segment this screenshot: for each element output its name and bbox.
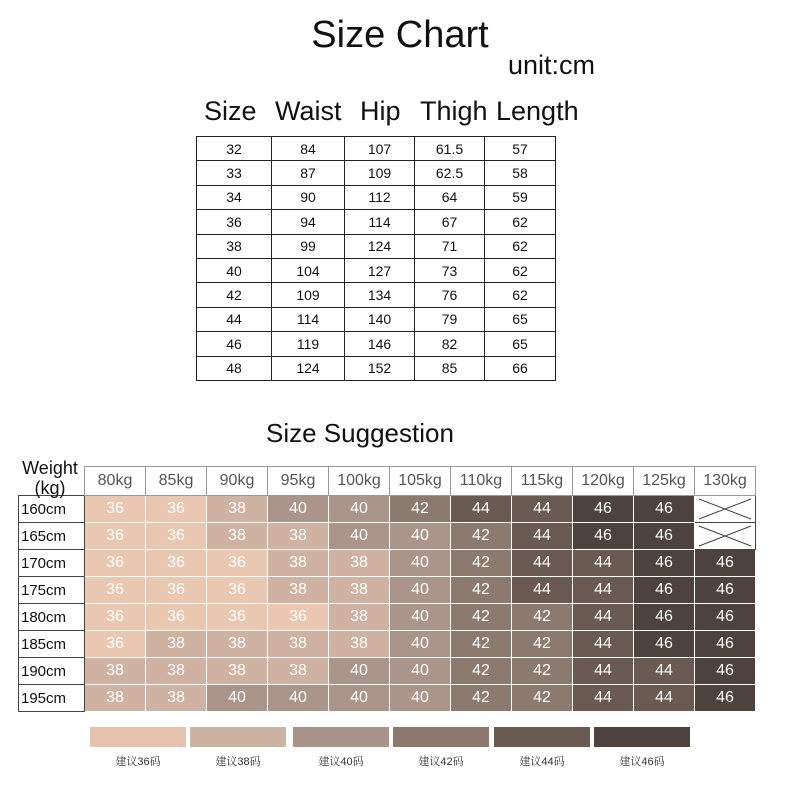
legend-item [393,727,489,769]
size-suggestion-cell: 40 [390,631,451,658]
table-cell: 61.5 [415,137,485,161]
table-cell: 44 [197,307,272,331]
table-row [197,137,556,161]
legend-label: 建议42码 [418,756,464,768]
size-suggestion-cell: 38 [329,604,390,631]
height-label: 190cm [19,658,85,685]
size-suggestion-cell: 44 [573,631,634,658]
size-suggestion-cell: 46 [634,631,695,658]
table-cell: 71 [415,234,485,258]
size-suggestion-cell: 44 [573,577,634,604]
size-suggestion-cell: 38 [207,496,268,523]
size-suggestion-cell: 46 [573,496,634,523]
weight-header-row [19,467,756,496]
weight-header: 80kg [85,467,146,496]
size-suggestion-cell: 40 [329,496,390,523]
size-suggestion-cell: 40 [329,685,390,712]
legend-swatch [90,727,186,747]
table-row [197,234,556,258]
table-cell: 114 [272,307,345,331]
size-suggestion-cell: 46 [695,577,756,604]
height-label: 165cm [19,523,85,550]
size-suggestion-cell: 46 [695,658,756,685]
table-cell: 64 [415,185,485,209]
size-suggestion-cell: 42 [451,523,512,550]
table-cell: 65 [485,307,556,331]
size-suggestion-cell: 36 [146,523,207,550]
table-cell: 104 [272,258,345,282]
table-cell: 62 [485,258,556,282]
table-cell: 58 [485,161,556,185]
size-legend [0,727,800,787]
table-row [19,577,756,604]
table-row [197,307,556,331]
size-suggestion-cell: 44 [512,496,573,523]
size-suggestion-cell: 36 [146,577,207,604]
header-length: Length [496,96,579,126]
size-suggestion-cell: 36 [146,496,207,523]
table-cell: 109 [272,283,345,307]
height-label: 195cm [19,685,85,712]
table-row [19,523,756,550]
table-cell: 79 [415,307,485,331]
table-row [19,496,756,523]
weight-header: 125kg [634,467,695,496]
size-suggestion-cell: 44 [634,658,695,685]
unit-label: unit:cm [508,50,596,80]
legend-swatch [494,727,590,747]
table-cell: 109 [345,161,415,185]
size-suggestion-cell: 38 [146,685,207,712]
size-suggestion-cell: 38 [207,631,268,658]
legend-item [494,727,590,769]
table-cell: 124 [345,234,415,258]
table-cell: 62 [485,210,556,234]
size-suggestion-cell: 46 [695,604,756,631]
size-suggestion-cell: 40 [207,685,268,712]
table-cell: 119 [272,332,345,356]
size-suggestion-cell: 44 [573,658,634,685]
table-cell: 62.5 [415,161,485,185]
table-cell: 46 [197,332,272,356]
size-suggestion-cell: 40 [390,523,451,550]
table-cell: 124 [272,356,345,380]
size-suggestion-cell: 36 [207,550,268,577]
table-cell: 146 [345,332,415,356]
table-cell: 36 [197,210,272,234]
size-suggestion-cell: 38 [85,685,146,712]
weight-axis-label-line2: (kg) [34,478,66,498]
weight-header: 110kg [451,467,512,496]
legend-label: 建议44码 [519,756,565,768]
size-suggestion-cell: 46 [634,550,695,577]
weight-axis-label-line1: Weight [22,458,78,478]
table-cell: 107 [345,137,415,161]
size-suggestion-cell: 42 [451,631,512,658]
table-cell: 99 [272,234,345,258]
size-suggestion-cell: 36 [85,523,146,550]
table-cell: 65 [485,332,556,356]
size-suggestion-cell: 36 [146,604,207,631]
size-suggestion-cell: 36 [207,577,268,604]
size-suggestion-cell: 42 [451,604,512,631]
size-suggestion-cell: 46 [634,577,695,604]
size-suggestion-cell: 40 [268,685,329,712]
size-suggestion-cell: 40 [268,496,329,523]
table-cell: 67 [415,210,485,234]
size-suggestion-cell: 46 [695,685,756,712]
size-suggestion-cell: 38 [268,577,329,604]
table-cell: 33 [197,161,272,185]
cross-icon [695,496,755,522]
size-suggestion-cell: 40 [390,550,451,577]
table-cell: 112 [345,185,415,209]
size-suggestion-cell: 42 [512,604,573,631]
size-suggestion-cell: 40 [390,658,451,685]
weight-header: 120kg [573,467,634,496]
size-suggestion-cell: 44 [512,577,573,604]
size-suggestion-cell: 46 [634,496,695,523]
size-suggestion-cell: 38 [268,631,329,658]
size-suggestion-cell: 38 [207,658,268,685]
size-suggestion-cell: 46 [573,523,634,550]
table-row [19,631,756,658]
legend-item [90,727,186,769]
size-suggestion-cell: 44 [634,685,695,712]
weight-header: 95kg [268,467,329,496]
size-suggestion-cell: 36 [85,631,146,658]
table-cell: 34 [197,185,272,209]
table-cell: 73 [415,258,485,282]
height-label: 170cm [19,550,85,577]
height-label: 175cm [19,577,85,604]
size-suggestion-cell: 38 [146,658,207,685]
legend-label: 建议40码 [318,756,364,768]
size-suggestion-title: Size Suggestion [266,418,454,448]
size-suggestion-cell: 44 [451,496,512,523]
table-row [197,332,556,356]
header-waist: Waist [275,96,342,126]
cross-icon [695,523,755,549]
size-suggestion-cell: 36 [146,550,207,577]
table-cell: 40 [197,258,272,282]
table-row [197,283,556,307]
table-cell: 84 [272,137,345,161]
legend-item [594,727,690,769]
size-suggestion-cell: 40 [390,577,451,604]
table-cell: 62 [485,283,556,307]
table-cell: 38 [197,234,272,258]
size-suggestion-cell: 38 [268,658,329,685]
table-cell: 66 [485,356,556,380]
height-label: 180cm [19,604,85,631]
size-suggestion-cell: 38 [268,550,329,577]
weight-header: 90kg [207,467,268,496]
table-cell: 82 [415,332,485,356]
table-cell: 62 [485,234,556,258]
table-row [19,604,756,631]
height-label: 160cm [19,496,85,523]
size-suggestion-cell: 42 [451,550,512,577]
table-row [19,658,756,685]
unavailable-cell [695,523,756,550]
weight-header: 115kg [512,467,573,496]
weight-header: 100kg [329,467,390,496]
table-cell: 140 [345,307,415,331]
table-cell: 42 [197,283,272,307]
weight-header: 130kg [695,467,756,496]
table-cell: 32 [197,137,272,161]
size-suggestion-cell: 44 [512,550,573,577]
table-cell: 94 [272,210,345,234]
size-suggestion-cell: 42 [390,496,451,523]
table-cell: 48 [197,356,272,380]
size-suggestion-cell: 40 [390,604,451,631]
size-suggestion-cell: 36 [85,604,146,631]
table-cell: 76 [415,283,485,307]
size-suggestion-cell: 42 [512,631,573,658]
page-title: Size Chart [311,14,489,56]
size-suggestion-cell: 36 [85,496,146,523]
unavailable-cell [695,496,756,523]
size-chart-table [196,136,556,381]
height-label: 185cm [19,631,85,658]
table-cell: 90 [272,185,345,209]
size-suggestion-cell: 38 [268,523,329,550]
weight-axis-label [14,458,86,498]
size-suggestion-cell: 38 [146,631,207,658]
size-suggestion-cell: 46 [634,604,695,631]
table-row [19,550,756,577]
size-suggestion-cell: 42 [451,577,512,604]
size-suggestion-cell: 42 [451,685,512,712]
size-suggestion-cell: 44 [573,604,634,631]
table-row [197,258,556,282]
size-suggestion-cell: 40 [329,523,390,550]
size-suggestion-cell: 42 [451,658,512,685]
header-size: Size [204,96,257,126]
table-cell: 87 [272,161,345,185]
size-suggestion-cell: 36 [85,577,146,604]
table-cell: 134 [345,283,415,307]
weight-header: 105kg [390,467,451,496]
legend-item [190,727,286,769]
size-suggestion-cell: 46 [695,550,756,577]
table-cell: 85 [415,356,485,380]
size-suggestion-cell: 36 [207,604,268,631]
table-row [197,161,556,185]
size-suggestion-cell: 38 [329,631,390,658]
size-chart-headers [0,96,800,132]
legend-item [293,727,389,769]
size-suggestion-cell: 40 [329,658,390,685]
size-suggestion-cell: 42 [512,685,573,712]
header-hip: Hip [360,96,401,126]
table-row [19,685,756,712]
size-suggestion-cell: 42 [512,658,573,685]
size-suggestion-cell: 40 [390,685,451,712]
table-cell: 114 [345,210,415,234]
table-row [197,210,556,234]
legend-swatch [393,727,489,747]
size-suggestion-cell: 36 [85,550,146,577]
size-suggestion-cell: 44 [512,523,573,550]
legend-swatch [594,727,690,747]
weight-header: 85kg [146,467,207,496]
legend-label: 建议38码 [215,756,261,768]
table-row [197,185,556,209]
legend-swatch [293,727,389,747]
table-row [197,356,556,380]
size-suggestion-cell: 44 [573,550,634,577]
size-suggestion-cell: 46 [634,523,695,550]
table-cell: 152 [345,356,415,380]
table-cell: 57 [485,137,556,161]
size-suggestion-cell: 44 [573,685,634,712]
size-suggestion-cell: 38 [85,658,146,685]
size-suggestion-cell: 38 [207,523,268,550]
size-suggestion-cell: 38 [329,577,390,604]
legend-label: 建议36码 [115,756,161,768]
size-suggestion-cell: 36 [268,604,329,631]
size-suggestion-cell: 38 [329,550,390,577]
size-suggestion-cell: 46 [695,631,756,658]
size-suggestion-table [18,466,756,712]
table-cell: 59 [485,185,556,209]
table-cell: 127 [345,258,415,282]
header-thigh: Thigh [420,96,488,126]
legend-label: 建议46码 [619,756,665,768]
legend-swatch [190,727,286,747]
